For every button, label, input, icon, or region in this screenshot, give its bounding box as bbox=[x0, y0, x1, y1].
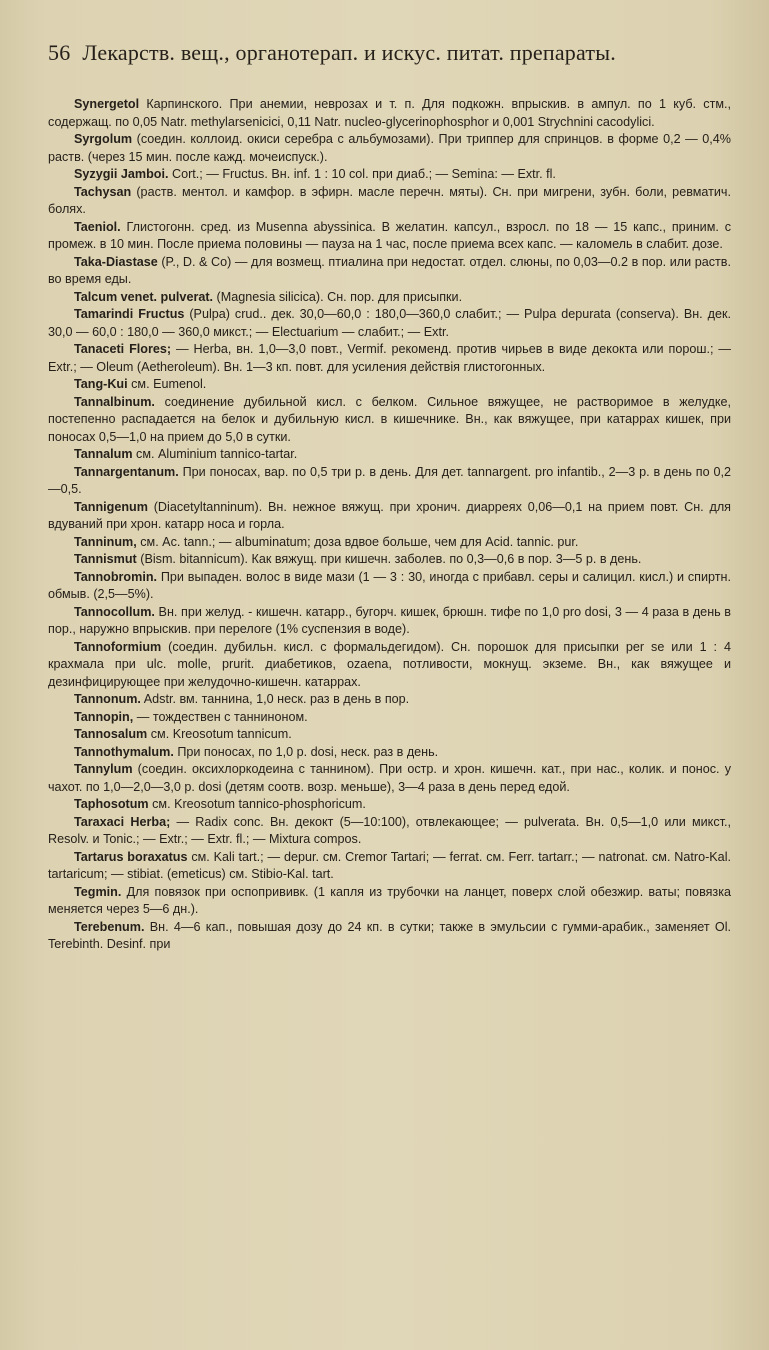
entry-headword: Tamarindi Fructus bbox=[74, 307, 185, 321]
dictionary-entry bbox=[48, 709, 731, 727]
dictionary-entry bbox=[48, 761, 731, 796]
dictionary-entry bbox=[48, 849, 731, 884]
entry-text: см. Kreosotum tannico-phosphoricum. bbox=[148, 797, 366, 811]
entry-headword: Tannalbinum. bbox=[74, 394, 155, 409]
dictionary-entry bbox=[48, 569, 731, 604]
entry-text: (Bism. bitannicum). Как вяжущ. при кишечн. заболев. по 0,3—0,6 в пор. 3—5 р. в день. bbox=[136, 552, 642, 566]
entry-headword: Tannalum bbox=[74, 447, 133, 461]
entry-headword: Tannigenum bbox=[74, 499, 148, 514]
entry-text: (Magnesia silicica). Сн. пор. для присыпки. bbox=[213, 289, 463, 304]
entry-text: см. Eumenol. bbox=[127, 377, 207, 391]
entry-headword: Talcum venet. pulverat. bbox=[74, 289, 214, 304]
dictionary-entry bbox=[48, 166, 731, 184]
entry-headword: Tegmin. bbox=[74, 884, 122, 899]
entry-headword: Syzygii Jamboi. bbox=[74, 167, 169, 181]
entry-text: (раств. ментол. и камфор. в эфирн. масле перечн. мяты). Сн. при мигрени, зубн. боли, ревматич. болях. bbox=[48, 184, 731, 216]
entry-headword: Tanninum, bbox=[74, 534, 137, 549]
entry-text: При поносах, вар. по 0,5 три р. в день. Для дет. tannargent. pro infantib., 2—3 р. в день по 0,2—0,5. bbox=[48, 464, 731, 496]
entry-text: — Herba, вн. 1,0—3,0 повт., Vermif. рекоменд. против чирьев в виде декокта или порош.; — Extr.; — Oleum (Aetheroleum). Вн. 1—3 кп. повт. для усиления действія глистогонных. bbox=[48, 342, 731, 374]
dictionary-entry bbox=[48, 499, 731, 534]
entry-text: — тождествен с танниноном. bbox=[133, 709, 308, 724]
entry-headword: Tannoformium bbox=[74, 639, 162, 654]
entry-headword: Tannosalum bbox=[74, 727, 148, 741]
entry-headword: Taphosotum bbox=[74, 797, 149, 811]
page-number: 56 bbox=[48, 40, 71, 65]
entry-text: — Radix conc. Вн. декокт (5—10:100), отвлекающее; — pulverata. Вн. 0,5—1,0 или микст., Resolv. и Tonic.; — Extr.; — Extr. fl.; — Mixtura compos. bbox=[48, 814, 731, 846]
entry-text: При выпаден. волос в виде мази (1 — 3 : 30, иногда с прибавл. серы и салицил. кисл.) и спиртн. обмыв. (2,5—5%). bbox=[48, 569, 731, 601]
entry-text: Adstr. вм. таннина, 1,0 неск. раз в день в пор. bbox=[140, 692, 410, 706]
entry-text: При поносах, по 1,0 р. dosi, неск. раз в день. bbox=[173, 744, 439, 759]
dictionary-entry bbox=[48, 219, 731, 254]
entry-text: см. Kali tart.; — depur. см. Cremor Tartari; — ferrat. см. Ferr. tartarr.; — natronat. см. Natro-Kal. tartaricum; — stibiat. (emeticus) см. Stibio-Kal. tart. bbox=[48, 849, 731, 881]
entry-headword: Tannismut bbox=[74, 552, 137, 566]
dictionary-entry bbox=[48, 184, 731, 219]
page-header bbox=[48, 40, 731, 66]
dictionary-entry bbox=[48, 306, 731, 341]
entry-headword: Tang-Kui bbox=[74, 377, 128, 391]
entry-headword: Syrgolum bbox=[74, 132, 133, 146]
dictionary-entry bbox=[48, 726, 731, 744]
dictionary-entry bbox=[48, 814, 731, 849]
dictionary-entry bbox=[48, 796, 731, 814]
entry-headword: Synergetol bbox=[74, 97, 140, 111]
dictionary-entry bbox=[48, 254, 731, 289]
entry-headword: Tannopin, bbox=[74, 709, 134, 724]
dictionary-entry bbox=[48, 534, 731, 552]
entry-text: Cort.; — Fructus. Вн. inf. 1 : 10 col. при диаб.; — Semina: — Extr. fl. bbox=[168, 167, 556, 181]
dictionary-entry bbox=[48, 131, 731, 166]
dictionary-entry bbox=[48, 919, 731, 954]
entry-headword: Tartarus boraxatus bbox=[74, 849, 188, 864]
entry-headword: Terebenum. bbox=[74, 919, 145, 934]
entry-text: см. Ac. tann.; — albuminatum; доза вдвое больше, чем для Acid. tannic. pur. bbox=[136, 534, 579, 549]
entry-text: Вн. 4—6 кап., повышая дозу до 24 кп. в сутки; также в эмульсии с гумми-арабик., заменяет Ol. Terebinth. Desinf. при bbox=[48, 919, 731, 951]
dictionary-entry bbox=[48, 464, 731, 499]
dictionary-entry bbox=[48, 446, 731, 464]
dictionary-entry bbox=[48, 691, 731, 709]
entry-headword: Tannocollum. bbox=[74, 604, 155, 619]
dictionary-entry bbox=[48, 394, 731, 447]
entry-text: (соедин. коллоид. окиси серебра с альбумозами). При триппер для спринцов. в форме 0,2 — 0,4% раств. (через 15 мин. после кажд. мочеиспуск.). bbox=[48, 132, 731, 164]
entry-headword: Tannylum bbox=[74, 762, 133, 776]
entry-headword: Taka-Diastase bbox=[74, 254, 158, 269]
dictionary-entry bbox=[48, 604, 731, 639]
dictionary-entry bbox=[48, 639, 731, 692]
entry-text: соединение дубильной кисл. с белком. Сильное вяжущее, не растворимое в желудке, постепенно распадается на белок и дубильную кисл. в кишечнике. Вн., как вяжущее, при катаррах кишек, при поносах 0,5—1,0 на прием до 5,0 в сутки. bbox=[48, 394, 731, 444]
entry-text: (соедин. дубильн. кисл. с формальдегидом). Сн. порошок для присыпки per se или 1 : 4 крахмала при ulc. molle, prurit. диабетиков, ozaena, потливости, мокнущ. экземе. Вн., как вяжущее и дезинфицирующее при желудочно-кишечн. катаррах. bbox=[48, 639, 731, 689]
entry-list bbox=[48, 96, 731, 954]
entry-headword: Tanaceti Flores; bbox=[74, 342, 172, 356]
entry-headword: Tachysan bbox=[74, 184, 132, 199]
entry-text: (Pulpa) crud.. дек. 30,0—60,0 : 180,0—360,0 слабит.; — Pulpa depurata (conserva). Вн. дек. 30,0 — 60,0 : 180,0 — 360,0 микст.; — Electuarium — слабит.; — Extr. bbox=[48, 307, 731, 339]
entry-text: Глистогонн. сред. из Musenna abyssinica. В желатин. капсул., взросл. по 18 — 15 капс., приним. с промеж. в 10 мин. После приема половины — пауза на 1 час, после приема всех капс. — каломель в слабит. дозе. bbox=[48, 219, 731, 251]
entry-text: см. Aluminium tannico-tartar. bbox=[132, 447, 298, 461]
dictionary-entry bbox=[48, 96, 731, 131]
dictionary-entry bbox=[48, 884, 731, 919]
entry-headword: Tannobromin. bbox=[74, 569, 158, 584]
entry-headword: Taraxaci Herba; bbox=[74, 814, 171, 829]
entry-text: (P., D. & Co) — для возмещ. птиалина при недостат. отдел. слюны, по 0,03—0.2 в пор. или раств. во время еды. bbox=[48, 254, 731, 286]
page-title: Лекарств. вещ., органотерап. и искус. питат. препараты. bbox=[82, 40, 616, 65]
entry-headword: Tannargentanum. bbox=[74, 464, 179, 479]
entry-headword: Taeniol. bbox=[74, 219, 121, 234]
dictionary-entry bbox=[48, 551, 731, 569]
entry-text: см. Kreosotum tannicum. bbox=[147, 727, 292, 741]
entry-headword: Tannonum. bbox=[74, 692, 141, 706]
entry-text: Для повязок при оспопрививк. (1 капля из трубочки на ланцет, поверх слой обезжир. ваты; повязка меняется через 5—6 дн.). bbox=[48, 884, 731, 916]
entry-text: Вн. при желуд. - кишечн. катарр., бугорч. кишек, брюшн. тифе по 1,0 pro dosi, 3 — 4 раза в день в пор., наружно впрыскив. при перелоге (1% суспензия в воде). bbox=[48, 604, 731, 636]
dictionary-entry bbox=[48, 376, 731, 394]
entry-headword: Tannothymalum. bbox=[74, 744, 174, 759]
dictionary-entry bbox=[48, 289, 731, 307]
dictionary-entry bbox=[48, 744, 731, 762]
entry-text: (Diacetyltanninum). Вн. нежное вяжущ. при хронич. диарреях 0,06—0,1 на прием повт. Сн. для вдуваний при хрон. катарр носа и горла. bbox=[48, 499, 731, 531]
entry-text: (соедин. оксихлоркодеина с таннином). При остр. и хрон. кишечн. кат., при нас., колик. и понос. у чахот. по 1,0—2,0—3,0 р. dosi (детям соотв. возр. меньше), 3—4 раза в день перед едой. bbox=[48, 762, 731, 794]
entry-text: Карпинского. При анемии, неврозах и т. п. Для подкожн. впрыскив. в ампул. по 1 куб. стм., содержащ. по 0,05 Natr. methylarsenicici, 0,11 Natr. nucleo-glycerinophosphor и 0,001 Strychnini cacodylici. bbox=[48, 97, 731, 129]
dictionary-entry bbox=[48, 341, 731, 376]
